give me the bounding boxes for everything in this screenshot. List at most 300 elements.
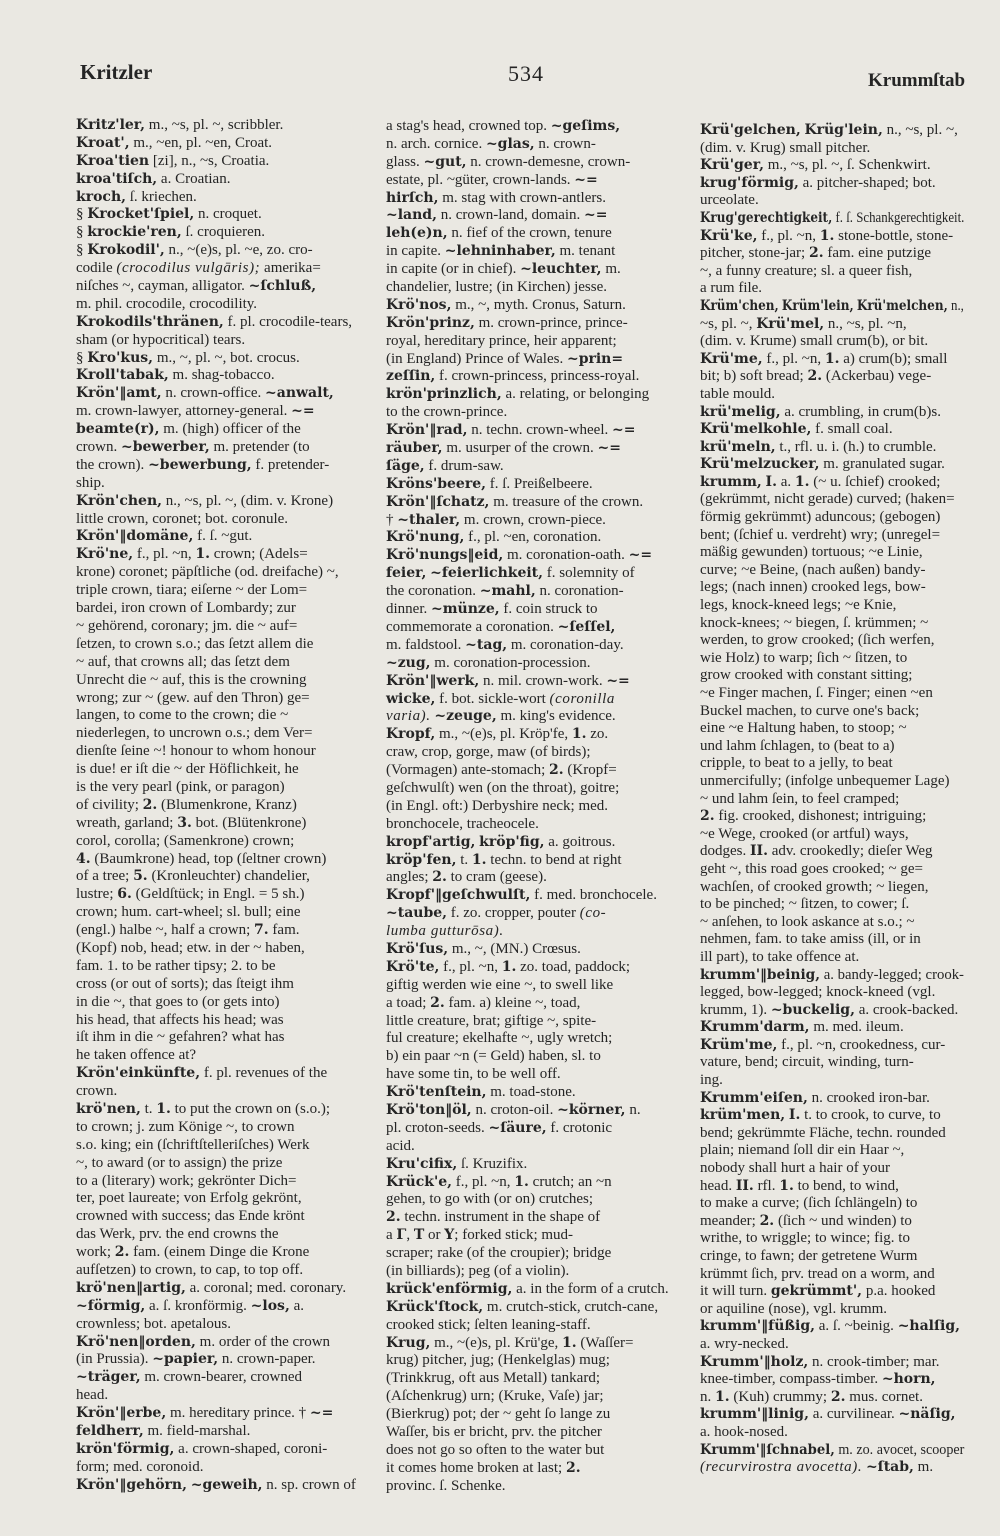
entry-text: (Vormagen) ante-stomach; xyxy=(386,762,550,779)
headword: Kröns'beere, xyxy=(386,475,486,492)
dictionary-line xyxy=(700,1442,964,1460)
headword: Kropf, xyxy=(386,726,436,743)
dictionary-line xyxy=(76,707,364,725)
dictionary-line xyxy=(700,280,964,298)
latin-name: lumba gutturōsa). xyxy=(386,923,504,940)
line-text xyxy=(76,707,288,725)
dictionary-line xyxy=(700,1389,964,1407)
headword: ~münze, xyxy=(431,601,500,618)
line-text xyxy=(700,192,759,210)
line-text xyxy=(700,1072,723,1090)
dictionary-line xyxy=(700,597,964,615)
dictionary-line xyxy=(386,869,680,887)
headword: ~tag, xyxy=(465,636,508,653)
entry-text: ſ. kriechen. xyxy=(126,188,197,205)
entry-text: in capite (or in chief). xyxy=(386,261,521,278)
dictionary-line xyxy=(700,544,964,562)
line-text xyxy=(76,332,245,350)
line-text xyxy=(76,153,269,171)
entry-text: m. coronation-oath. xyxy=(503,547,629,564)
dictionary-line xyxy=(76,725,364,743)
dictionary-line xyxy=(700,861,964,879)
dictionary-line xyxy=(700,368,964,386)
dictionary-line xyxy=(386,279,680,297)
headword: beamte(r), xyxy=(76,421,160,438)
line-text xyxy=(76,1137,309,1155)
line-text xyxy=(700,298,964,316)
dictionary-line xyxy=(700,667,964,685)
line-text xyxy=(76,1441,327,1459)
dictionary-line xyxy=(76,1244,364,1262)
line-text xyxy=(700,368,931,386)
dictionary-line xyxy=(700,879,964,897)
line-text xyxy=(386,1227,573,1245)
entry-text: crowned with success; das Ende krönt xyxy=(76,1208,305,1225)
line-text xyxy=(386,1478,506,1496)
line-text xyxy=(76,278,316,296)
dictionary-line xyxy=(386,565,680,583)
dictionary-line xyxy=(76,1173,364,1191)
dictionary-line xyxy=(700,316,964,334)
dictionary-line xyxy=(76,314,364,332)
headword: Krü'ke, xyxy=(700,227,758,244)
headword: Krü'melchen, xyxy=(856,297,948,314)
headword: 7. xyxy=(254,922,269,939)
dictionary-line xyxy=(386,1263,680,1281)
dictionary-line xyxy=(700,1354,964,1372)
entry-text: ful creature; ekelhafte ~, ugly wretch; xyxy=(386,1030,613,1047)
line-text xyxy=(76,1298,304,1316)
entry-text: little crown, coronet; bot. coronule. xyxy=(76,510,289,527)
headword: 2. xyxy=(386,1209,401,1226)
entry-text: m. crutch-stick, crutch-cane, xyxy=(483,1298,659,1315)
headword: Krück'ſtock, xyxy=(386,1298,484,1315)
line-text xyxy=(700,1283,935,1301)
entry-text: provinc. ſ. Schenke. xyxy=(386,1477,506,1494)
headword: ~ſchluß, xyxy=(248,278,317,295)
dictionary-line xyxy=(700,527,964,545)
dictionary-line xyxy=(76,528,364,546)
headword: 1. xyxy=(715,1388,730,1405)
line-text xyxy=(700,791,899,809)
line-text xyxy=(386,1138,415,1156)
line-text xyxy=(700,421,893,439)
entry-text: in capite. xyxy=(386,243,445,260)
dictionary-line xyxy=(386,315,680,333)
dictionary-line xyxy=(700,175,964,193)
dictionary-line xyxy=(386,1227,680,1245)
line-text xyxy=(700,703,919,721)
line-text xyxy=(700,1107,941,1125)
line-text xyxy=(76,958,276,976)
entry-text: ~ und lahm ſein, to feel cramped; xyxy=(700,790,900,807)
entry-text: n. crown- xyxy=(534,135,596,152)
line-text xyxy=(386,1335,633,1353)
line-text xyxy=(700,931,921,949)
headword: Krü'mel, xyxy=(756,315,825,332)
entry-text: ~, a funny creature; sl. a queer fish, xyxy=(700,262,913,279)
headword: 1. xyxy=(779,1177,794,1194)
dictionary-line xyxy=(386,1156,680,1174)
entry-text: , xyxy=(406,1227,414,1244)
line-text xyxy=(76,1423,250,1441)
line-text xyxy=(386,1048,601,1066)
dictionary-column-left xyxy=(76,117,364,1495)
dictionary-line xyxy=(76,242,364,260)
entry-text: codile xyxy=(76,260,117,277)
entry-text: to make a curve; (ſich ſchlängeln) to xyxy=(700,1195,918,1212)
dictionary-line xyxy=(76,1262,364,1280)
entry-text: acid. xyxy=(386,1137,415,1154)
line-text xyxy=(76,725,312,743)
entry-text: craw, crop, gorge, maw (of birds); xyxy=(386,744,591,761)
dictionary-line xyxy=(386,1174,680,1192)
entry-text: n. fief of the crown, tenure xyxy=(447,225,612,242)
dictionary-line xyxy=(700,931,964,949)
headword: ~ſäure, xyxy=(488,1119,547,1136)
headword: 2. xyxy=(114,1244,130,1261)
entry-text: f. zo. cropper, pouter xyxy=(447,905,580,922)
dictionary-line xyxy=(76,1459,364,1477)
headword: ~ſeſſel, xyxy=(557,618,616,635)
headword: Krö'ſus, xyxy=(386,940,449,957)
headword: 5. xyxy=(133,868,148,885)
entry-text: his head, that affects his head; was xyxy=(76,1011,284,1028)
entry-text: a. xyxy=(289,1297,304,1314)
entry-text: (Kuh) crummy; xyxy=(729,1388,831,1405)
headword: wicke, xyxy=(386,690,436,707)
entry-text: n. sp. crown of xyxy=(262,1476,356,1493)
line-text xyxy=(700,597,896,615)
entry-text: fam. a) kleine ~, toad, xyxy=(444,994,581,1011)
line-text xyxy=(700,386,775,404)
line-text xyxy=(386,190,606,208)
entry-text: f. small coal. xyxy=(811,421,893,438)
headword: Krug'gerechtigkeit, xyxy=(700,209,833,226)
line-text xyxy=(386,1013,596,1031)
line-text xyxy=(700,175,936,193)
entry-text: gehen, to go with (or on) crutches; xyxy=(386,1191,594,1208)
entry-text: a. curvilinear. xyxy=(808,1406,899,1423)
entry-text: bardei, iron crown of Lombardy; zur xyxy=(76,600,296,617)
line-text xyxy=(386,136,596,154)
line-text xyxy=(386,798,608,816)
headword: Krumm'‖ſchnabel, xyxy=(700,1441,835,1458)
line-text xyxy=(76,994,280,1012)
entry-text: (ſich ~ und winden) to xyxy=(774,1212,912,1229)
line-text xyxy=(76,1459,203,1477)
dictionary-line xyxy=(700,474,964,492)
dictionary-line xyxy=(700,1002,964,1020)
dictionary-line xyxy=(76,475,364,493)
line-text xyxy=(386,726,608,744)
dictionary-line xyxy=(386,261,680,279)
headword: ~bewerber, xyxy=(121,439,210,456)
dictionary-line xyxy=(700,1371,964,1389)
line-text xyxy=(386,279,607,297)
headword: ~gut, xyxy=(423,153,467,170)
line-text xyxy=(700,1354,940,1372)
line-text xyxy=(386,1299,658,1317)
headword: ~los, xyxy=(250,1297,290,1314)
dictionary-line xyxy=(386,529,680,547)
dictionary-line xyxy=(386,1370,680,1388)
dictionary-line xyxy=(76,1423,364,1441)
entry-text: legs, knock-kneed legs; ~e Knie, xyxy=(700,597,897,614)
dictionary-line xyxy=(386,476,680,494)
entry-text: (Waſſer= xyxy=(576,1334,634,1351)
line-text xyxy=(700,967,964,985)
dictionary-line xyxy=(76,171,364,189)
dictionary-line xyxy=(386,1478,680,1496)
entry-text: das Werk, prv. the end crowns the xyxy=(76,1226,279,1243)
line-text xyxy=(700,263,912,281)
headword: räuber, xyxy=(386,440,443,457)
entry-text: m. crown-bearer, crowned xyxy=(140,1369,302,1386)
line-text xyxy=(386,458,504,476)
entry-text: glass. xyxy=(386,153,424,170)
dictionary-line xyxy=(76,278,364,296)
entry-text: ter, poet laureate; von Erfolg gekrönt, xyxy=(76,1190,302,1207)
line-text xyxy=(700,1318,960,1336)
dictionary-line xyxy=(700,632,964,650)
headword: kroa'tiſch, xyxy=(76,170,158,187)
entry-text: § xyxy=(76,242,88,259)
dictionary-line xyxy=(386,386,680,404)
headword: ~taube, xyxy=(386,905,448,922)
entry-text: m. field-marshal. xyxy=(143,1423,251,1440)
dictionary-line xyxy=(386,1084,680,1102)
dictionary-line xyxy=(386,995,680,1013)
entry-text: bent; (ſchief u. verdreht) wry; (unregel= xyxy=(700,526,941,543)
entry-text: to bend, to wind, xyxy=(793,1177,899,1194)
dictionary-line xyxy=(700,1318,964,1336)
dictionary-line xyxy=(386,190,680,208)
entry-text: a) crum(b); small xyxy=(839,350,948,367)
entry-text: a. crumbling, in crum(b)s. xyxy=(780,403,941,420)
line-text xyxy=(386,404,507,422)
headword: krü'meln, xyxy=(700,438,776,455)
line-text xyxy=(76,475,105,493)
dictionary-line xyxy=(76,385,364,403)
headword: ~horn, xyxy=(881,1371,936,1388)
dictionary-line xyxy=(76,296,364,314)
dictionary-line xyxy=(386,762,680,780)
line-text xyxy=(700,245,931,263)
dictionary-line xyxy=(386,458,680,476)
headword: krück'enförmig, xyxy=(386,1280,513,1297)
headword: ~glas, xyxy=(485,135,535,152)
line-text xyxy=(386,1406,610,1424)
line-text xyxy=(76,1047,196,1065)
headword: ~= xyxy=(612,422,636,439)
line-text xyxy=(386,315,628,333)
line-text xyxy=(386,1281,669,1299)
headword: krüm'men, xyxy=(700,1107,786,1124)
entry-text: crutch; an ~n xyxy=(528,1173,612,1190)
headword: 6. xyxy=(117,886,132,903)
entry-text: a. pitcher-shaped; bot. xyxy=(798,174,936,191)
entry-text: f., pl. ~n, xyxy=(133,546,196,563)
dictionary-line xyxy=(76,797,364,815)
dictionary-line xyxy=(386,905,680,923)
line-text xyxy=(76,439,310,457)
entry-text: a. bandy-legged; crook- xyxy=(820,966,964,983)
line-text xyxy=(700,1459,933,1477)
dictionary-line xyxy=(386,1299,680,1317)
headword: II. xyxy=(735,1177,754,1194)
headword: ~geweih, xyxy=(190,1476,263,1493)
entry-text: he taken offence at? xyxy=(76,1047,197,1064)
dictionary-line xyxy=(386,1281,680,1299)
entry-text: chandelier, lustre; (in Kirchen) jesse. xyxy=(386,279,607,296)
headword: II. xyxy=(750,843,768,860)
headword: 2. xyxy=(808,245,824,262)
entry-text: n. croton-oil. xyxy=(471,1101,558,1118)
line-text xyxy=(386,691,615,709)
dictionary-line xyxy=(76,546,364,564)
entry-text: head. xyxy=(700,1177,736,1194)
entry-text: wreath, garland; xyxy=(76,814,178,831)
dictionary-line xyxy=(76,1441,364,1459)
entry-text: geht ~, this road goes crooked; ~ ge= xyxy=(700,860,923,877)
dictionary-line xyxy=(76,600,364,618)
dictionary-line xyxy=(700,351,964,369)
dictionary-line xyxy=(700,140,964,158)
headword: Krocket'ſpiel, xyxy=(87,206,195,223)
entry-text: corol, corolla; (Samenkrone) crown; xyxy=(76,832,295,849)
headword: 3. xyxy=(177,814,192,831)
dictionary-line xyxy=(700,1230,964,1248)
dictionary-line xyxy=(700,1336,964,1354)
line-text xyxy=(386,1460,581,1478)
line-text xyxy=(386,565,635,583)
line-text xyxy=(76,761,299,779)
dictionary-line xyxy=(386,1406,680,1424)
dictionary-line xyxy=(386,172,680,190)
entry-text: m., ~en, pl. ~en, Croat. xyxy=(129,134,273,151)
line-text xyxy=(386,172,598,190)
line-text xyxy=(386,547,652,565)
entry-text: m. stag with crown-antlers. xyxy=(438,189,606,206)
entry-text: m. phil. crocodile, crocodility. xyxy=(76,295,258,312)
line-text xyxy=(700,210,964,228)
line-text xyxy=(76,1262,303,1280)
line-text xyxy=(386,333,617,351)
line-text xyxy=(76,117,283,135)
entry-text: (Bierkrug) pot; der ~ geht ſo lange zu xyxy=(386,1406,611,1423)
line-text xyxy=(386,351,623,369)
line-text xyxy=(386,422,635,440)
dictionary-line xyxy=(700,1107,964,1125)
line-text xyxy=(700,1213,912,1231)
headword: 1. xyxy=(794,473,810,490)
entry-text: ~, to award (or to assign) the prize xyxy=(76,1154,283,1171)
headword: Kroat', xyxy=(76,134,130,151)
headword: ~= xyxy=(291,403,315,420)
entry-text: table mould. xyxy=(700,385,775,402)
headword: Krü'ger, xyxy=(700,157,764,174)
headword: krumm'‖linig, xyxy=(700,1406,809,1423)
dictionary-line xyxy=(76,1298,364,1316)
dictionary-line xyxy=(386,601,680,619)
entry-text: n., ~(e)s, pl. ~e, zo. cro- xyxy=(164,242,313,259)
dictionary-line xyxy=(700,1142,964,1160)
entry-text: krug) pitcher, jug; (Henkelglas) mug; xyxy=(386,1352,610,1369)
entry-text: work; xyxy=(76,1244,115,1261)
dictionary-line xyxy=(700,703,964,721)
headword: 1. xyxy=(501,958,517,975)
dictionary-line xyxy=(700,1248,964,1266)
latin-name: (co- xyxy=(579,905,607,922)
dictionary-line xyxy=(700,1072,964,1090)
entry-text: Buckel machen, to curve one's back; xyxy=(700,702,920,719)
entry-text: the crown). xyxy=(76,456,149,473)
entry-text: f., pl. ~n, xyxy=(757,227,820,244)
dictionary-line xyxy=(700,509,964,527)
line-text xyxy=(386,476,593,494)
entry-text: to the crown-prince. xyxy=(386,404,508,421)
entry-text: crown. xyxy=(76,439,121,456)
line-text xyxy=(76,976,294,994)
dictionary-line xyxy=(386,243,680,261)
entry-text: n. crook-timber; mar. xyxy=(808,1353,940,1370)
headword: Krokodils'thränen, xyxy=(76,313,224,330)
line-text xyxy=(386,816,539,834)
line-text xyxy=(76,1226,279,1244)
line-text xyxy=(700,1424,788,1442)
dictionary-line xyxy=(700,439,964,457)
entry-text: f. drum-saw. xyxy=(424,457,504,474)
entry-text: grow crooked with constant sitting; xyxy=(700,667,913,684)
headword: krü'melig, xyxy=(700,403,781,420)
dictionary-line xyxy=(700,1266,964,1284)
entry-text: niederlegen, to uncrown o.s.; dem Ver= xyxy=(76,725,313,742)
entry-text: a. crook-backed. xyxy=(854,1001,959,1018)
entry-text: m. order of the crown xyxy=(195,1333,331,1350)
header-last-entry: Krummſtab xyxy=(868,70,966,91)
headword: 1. xyxy=(156,1100,171,1117)
latin-name: (recurvirostra avocetta). xyxy=(700,1459,863,1476)
entry-text: krone) coronet; päpſtliche (od. dreifache) ~, xyxy=(76,564,339,581)
headword: ~förmig, xyxy=(76,1297,146,1314)
dictionary-line xyxy=(76,654,364,672)
entry-text: (in billiards); peg (of a violin). xyxy=(386,1263,570,1279)
entry-text: aufſetzen) to crown, to cap, to top off. xyxy=(76,1262,304,1278)
line-text xyxy=(76,314,352,332)
entry-text: f., pl. ~n, crookedness, cur- xyxy=(777,1036,946,1053)
dictionary-line xyxy=(700,843,964,861)
headword: ~= xyxy=(628,547,653,564)
dictionary-line xyxy=(700,491,964,509)
headword: ~= xyxy=(574,171,598,188)
dictionary-line xyxy=(386,583,680,601)
line-text xyxy=(76,690,310,708)
dictionary-line xyxy=(386,780,680,798)
dictionary-line xyxy=(700,263,964,281)
line-text xyxy=(700,1019,904,1037)
line-text xyxy=(76,546,308,564)
dictionary-line xyxy=(700,1125,964,1143)
entry-text: scraper; rake (of the croupier); bridge xyxy=(386,1245,612,1262)
entry-text: ſ. croquieren. xyxy=(181,224,266,241)
line-text xyxy=(386,995,580,1013)
entry-text: niſches ~, cayman, alligator. xyxy=(76,278,249,295)
dictionary-line xyxy=(386,1120,680,1138)
dictionary-line xyxy=(386,816,680,834)
dictionary-line xyxy=(76,1155,364,1173)
entry-text: a. xyxy=(776,473,795,490)
